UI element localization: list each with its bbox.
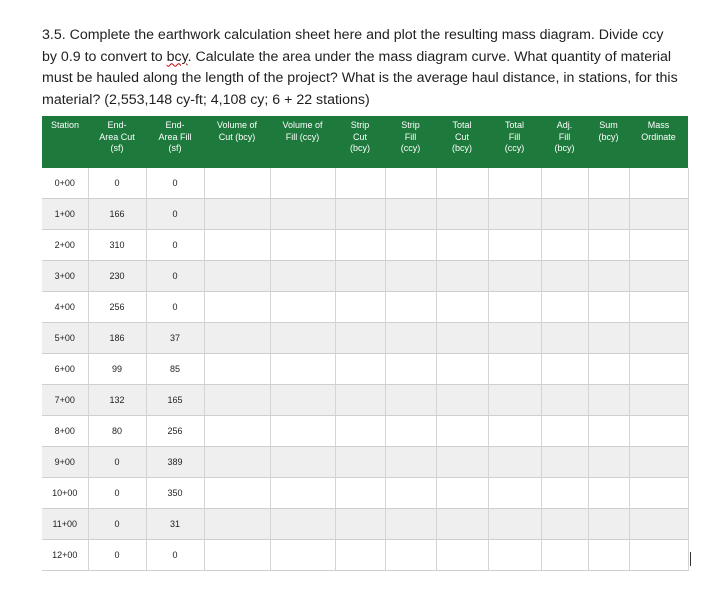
- empty-entry-cell[interactable]: [270, 199, 335, 230]
- empty-entry-cell[interactable]: [385, 261, 436, 292]
- table-row: [42, 478, 688, 509]
- station-cell: 2+00: [42, 230, 88, 261]
- station-cell: 11+00: [42, 509, 88, 540]
- empty-entry-cell[interactable]: [204, 385, 270, 416]
- empty-entry-cell[interactable]: [270, 323, 335, 354]
- header-total-fill: [488, 116, 541, 168]
- table-row: [42, 323, 688, 354]
- empty-entry-cell[interactable]: [488, 385, 541, 416]
- header-line: Cut: [454, 131, 469, 142]
- end-area-cut-cell: 186: [88, 323, 146, 354]
- empty-entry-cell[interactable]: [335, 199, 385, 230]
- empty-entry-cell[interactable]: [335, 230, 385, 261]
- end-area-fill-cell: 0: [146, 540, 204, 571]
- empty-entry-cell[interactable]: [541, 261, 588, 292]
- empty-entry-cell[interactable]: [335, 416, 385, 447]
- empty-entry-cell[interactable]: [270, 540, 335, 571]
- problem-text-part-1: 3.5. Complete the earthwork calculation sheet here and plot the resulting mass diagram. Divide ccy by 0.9 to convert to: [42, 27, 664, 65]
- station-cell: 6+00: [42, 354, 88, 385]
- empty-entry-cell[interactable]: [436, 230, 488, 261]
- station-cell: 3+00: [42, 261, 88, 292]
- station-cell: 5+00: [42, 323, 88, 354]
- empty-entry-cell[interactable]: [335, 323, 385, 354]
- empty-entry-cell[interactable]: [488, 540, 541, 571]
- end-area-fill-cell: 0: [146, 261, 204, 292]
- empty-entry-cell[interactable]: [541, 230, 588, 261]
- end-area-cut-cell: 230: [88, 261, 146, 292]
- empty-entry-cell[interactable]: [588, 323, 629, 354]
- empty-entry-cell[interactable]: [204, 416, 270, 447]
- end-area-fill-cell: 37: [146, 323, 204, 354]
- header-end-area-cut: [88, 116, 146, 168]
- header-line: End-: [165, 120, 185, 130]
- header-line: Fill (ccy): [285, 131, 320, 142]
- header-line: Fill: [558, 131, 571, 142]
- header-strip-fill: [385, 116, 436, 168]
- empty-entry-cell[interactable]: [204, 230, 270, 261]
- station-cell: 10+00: [42, 478, 88, 509]
- end-area-fill-cell: 256: [146, 416, 204, 447]
- end-area-fill-cell: 85: [146, 354, 204, 385]
- empty-entry-cell[interactable]: [335, 385, 385, 416]
- header-strip-cut: [335, 116, 385, 168]
- empty-entry-cell[interactable]: [204, 323, 270, 354]
- end-area-fill-cell: 0: [146, 292, 204, 323]
- empty-entry-cell[interactable]: [204, 199, 270, 230]
- table-row: [42, 292, 688, 323]
- header-line: Cut (bcy): [218, 131, 256, 142]
- table-row: [42, 385, 688, 416]
- problem-statement: [42, 25, 682, 111]
- header-line: Fill: [404, 131, 417, 142]
- header-line: (bcy): [598, 131, 619, 142]
- header-volume-cut: [204, 116, 270, 168]
- end-area-fill-cell: 31: [146, 509, 204, 540]
- empty-entry-cell[interactable]: [436, 540, 488, 571]
- empty-entry-cell[interactable]: [335, 540, 385, 571]
- table-row: [42, 509, 688, 540]
- header-line: Strip: [401, 120, 420, 130]
- empty-entry-cell[interactable]: [436, 323, 488, 354]
- table-row: [42, 416, 688, 447]
- empty-entry-cell[interactable]: [588, 168, 629, 199]
- empty-entry-cell[interactable]: [588, 230, 629, 261]
- header-line: (sf): [168, 143, 182, 153]
- empty-entry-cell[interactable]: [385, 168, 436, 199]
- header-mass-ordinate: [629, 116, 688, 168]
- header-line: Area Fill: [158, 131, 192, 142]
- empty-entry-cell[interactable]: [488, 478, 541, 509]
- empty-entry-cell[interactable]: [335, 292, 385, 323]
- empty-entry-cell[interactable]: [270, 292, 335, 323]
- header-line: (bcy): [350, 143, 370, 153]
- empty-entry-cell[interactable]: [270, 509, 335, 540]
- header-line: Cut: [352, 131, 367, 142]
- header-total-cut: [436, 116, 488, 168]
- station-cell: 4+00: [42, 292, 88, 323]
- empty-entry-cell[interactable]: [335, 509, 385, 540]
- empty-entry-cell[interactable]: [629, 323, 688, 354]
- empty-entry-cell[interactable]: [488, 168, 541, 199]
- empty-entry-cell[interactable]: [436, 292, 488, 323]
- earthwork-calculation-table: [42, 116, 689, 571]
- empty-entry-cell[interactable]: [385, 478, 436, 509]
- end-area-cut-cell: 0: [88, 478, 146, 509]
- header-line: Total: [452, 120, 472, 130]
- empty-entry-cell[interactable]: [436, 478, 488, 509]
- empty-entry-cell[interactable]: [385, 447, 436, 478]
- empty-entry-cell[interactable]: [629, 230, 688, 261]
- empty-entry-cell[interactable]: [436, 447, 488, 478]
- empty-entry-cell[interactable]: [541, 447, 588, 478]
- empty-entry-cell[interactable]: [385, 230, 436, 261]
- empty-entry-cell[interactable]: [629, 261, 688, 292]
- empty-entry-cell[interactable]: [335, 447, 385, 478]
- header-line: Strip: [350, 120, 370, 130]
- empty-entry-cell[interactable]: [541, 323, 588, 354]
- empty-entry-cell[interactable]: [204, 261, 270, 292]
- empty-entry-cell[interactable]: [385, 416, 436, 447]
- empty-entry-cell[interactable]: [270, 230, 335, 261]
- empty-entry-cell[interactable]: [204, 478, 270, 509]
- end-area-fill-cell: 0: [146, 199, 204, 230]
- empty-entry-cell[interactable]: [436, 385, 488, 416]
- empty-entry-cell[interactable]: [436, 416, 488, 447]
- header-line: (sf): [110, 143, 124, 153]
- empty-entry-cell[interactable]: [541, 509, 588, 540]
- empty-entry-cell[interactable]: [629, 168, 688, 199]
- header-adj-fill: [541, 116, 588, 168]
- empty-entry-cell[interactable]: [270, 447, 335, 478]
- empty-entry-cell[interactable]: [488, 230, 541, 261]
- header-line: Total: [504, 120, 524, 130]
- empty-entry-cell[interactable]: [204, 168, 270, 199]
- empty-entry-cell[interactable]: [385, 509, 436, 540]
- empty-entry-cell[interactable]: [204, 540, 270, 571]
- empty-entry-cell[interactable]: [436, 199, 488, 230]
- end-area-cut-cell: 256: [88, 292, 146, 323]
- empty-entry-cell[interactable]: [629, 354, 688, 385]
- empty-entry-cell[interactable]: [488, 261, 541, 292]
- empty-entry-cell[interactable]: [385, 540, 436, 571]
- empty-entry-cell[interactable]: [335, 478, 385, 509]
- empty-entry-cell[interactable]: [488, 416, 541, 447]
- problem-text-part-2: . Calculate the area under the mass diagram curve. What quantity of material must be hauled along the length of the project? What is the average haul distance, in stations, for this material? (2,553,148 cy-ft; 4,108 cy; 6 + 22 stations): [42, 48, 678, 108]
- end-area-cut-cell: 0: [88, 540, 146, 571]
- header-line: Adj.: [556, 120, 573, 130]
- header-volume-fill: [270, 116, 335, 168]
- empty-entry-cell[interactable]: [488, 447, 541, 478]
- station-cell: 0+00: [42, 168, 88, 199]
- empty-entry-cell[interactable]: [270, 261, 335, 292]
- table-header-row: [42, 116, 688, 168]
- empty-entry-cell[interactable]: [204, 354, 270, 385]
- header-line: End-: [107, 120, 127, 130]
- empty-entry-cell[interactable]: [629, 385, 688, 416]
- header-station: [42, 116, 88, 168]
- empty-entry-cell[interactable]: [385, 199, 436, 230]
- text-cursor: [690, 552, 691, 566]
- header-line: (ccy): [504, 143, 525, 153]
- end-area-cut-cell: 0: [88, 509, 146, 540]
- table-body: [42, 168, 688, 571]
- header-line: Volume of: [282, 120, 323, 130]
- header-line: (bcy): [452, 143, 472, 153]
- empty-entry-cell[interactable]: [629, 509, 688, 540]
- empty-entry-cell[interactable]: [629, 416, 688, 447]
- empty-entry-cell[interactable]: [436, 261, 488, 292]
- header-line: Area Cut: [99, 131, 135, 142]
- table-row: [42, 199, 688, 230]
- empty-entry-cell[interactable]: [488, 509, 541, 540]
- empty-entry-cell[interactable]: [588, 354, 629, 385]
- end-area-cut-cell: 80: [88, 416, 146, 447]
- end-area-cut-cell: 0: [88, 168, 146, 199]
- header-sum: [588, 116, 629, 168]
- station-cell: 9+00: [42, 447, 88, 478]
- empty-entry-cell[interactable]: [588, 416, 629, 447]
- empty-entry-cell[interactable]: [385, 385, 436, 416]
- empty-entry-cell[interactable]: [385, 323, 436, 354]
- station-cell: 7+00: [42, 385, 88, 416]
- table-row: [42, 261, 688, 292]
- empty-entry-cell[interactable]: [588, 261, 629, 292]
- empty-entry-cell[interactable]: [588, 385, 629, 416]
- empty-entry-cell[interactable]: [270, 478, 335, 509]
- header-line: Sum: [599, 120, 618, 130]
- end-area-fill-cell: 350: [146, 478, 204, 509]
- station-cell: 8+00: [42, 416, 88, 447]
- empty-entry-cell[interactable]: [541, 292, 588, 323]
- header-line: (ccy): [400, 143, 421, 153]
- header-line: Fill: [508, 131, 521, 142]
- empty-entry-cell[interactable]: [270, 416, 335, 447]
- empty-entry-cell[interactable]: [541, 168, 588, 199]
- end-area-cut-cell: 166: [88, 199, 146, 230]
- empty-entry-cell[interactable]: [436, 354, 488, 385]
- empty-entry-cell[interactable]: [204, 447, 270, 478]
- end-area-fill-cell: 389: [146, 447, 204, 478]
- empty-entry-cell[interactable]: [629, 540, 688, 571]
- empty-entry-cell[interactable]: [436, 509, 488, 540]
- empty-entry-cell[interactable]: [385, 354, 436, 385]
- empty-entry-cell[interactable]: [436, 168, 488, 199]
- end-area-cut-cell: 0: [88, 447, 146, 478]
- empty-entry-cell[interactable]: [541, 540, 588, 571]
- empty-entry-cell[interactable]: [588, 199, 629, 230]
- table-row: [42, 168, 688, 199]
- empty-entry-cell[interactable]: [588, 292, 629, 323]
- header-end-area-fill: [146, 116, 204, 168]
- empty-entry-cell[interactable]: [204, 509, 270, 540]
- table-row: [42, 540, 688, 571]
- end-area-cut-cell: 310: [88, 230, 146, 261]
- station-cell: 12+00: [42, 540, 88, 571]
- empty-entry-cell[interactable]: [488, 354, 541, 385]
- empty-entry-cell[interactable]: [488, 292, 541, 323]
- end-area-cut-cell: 132: [88, 385, 146, 416]
- empty-entry-cell[interactable]: [270, 354, 335, 385]
- empty-entry-cell[interactable]: [335, 261, 385, 292]
- empty-entry-cell[interactable]: [541, 385, 588, 416]
- empty-entry-cell[interactable]: [335, 168, 385, 199]
- empty-entry-cell[interactable]: [541, 354, 588, 385]
- empty-entry-cell[interactable]: [541, 416, 588, 447]
- empty-entry-cell[interactable]: [204, 292, 270, 323]
- empty-entry-cell[interactable]: [541, 478, 588, 509]
- empty-entry-cell[interactable]: [270, 385, 335, 416]
- end-area-fill-cell: 165: [146, 385, 204, 416]
- header-line: Volume of: [216, 120, 258, 130]
- empty-entry-cell[interactable]: [488, 323, 541, 354]
- spellcheck-flagged-word[interactable]: bcy: [166, 48, 188, 65]
- end-area-fill-cell: 0: [146, 230, 204, 261]
- header-line: Station: [50, 120, 80, 130]
- empty-entry-cell[interactable]: [488, 199, 541, 230]
- table-row: [42, 447, 688, 478]
- header-line: Mass: [647, 120, 670, 130]
- table-row: [42, 230, 688, 261]
- station-cell: 1+00: [42, 199, 88, 230]
- empty-entry-cell[interactable]: [335, 354, 385, 385]
- empty-entry-cell[interactable]: [588, 447, 629, 478]
- header-line: (bcy): [554, 143, 575, 153]
- end-area-fill-cell: 0: [146, 168, 204, 199]
- empty-entry-cell[interactable]: [629, 447, 688, 478]
- empty-entry-cell[interactable]: [588, 478, 629, 509]
- empty-entry-cell[interactable]: [270, 168, 335, 199]
- empty-entry-cell[interactable]: [629, 292, 688, 323]
- table-row: [42, 354, 688, 385]
- empty-entry-cell[interactable]: [629, 199, 688, 230]
- empty-entry-cell[interactable]: [629, 478, 688, 509]
- empty-entry-cell[interactable]: [588, 509, 629, 540]
- end-area-cut-cell: 99: [88, 354, 146, 385]
- header-line: Ordinate: [641, 131, 676, 142]
- empty-entry-cell[interactable]: [385, 292, 436, 323]
- empty-entry-cell[interactable]: [541, 199, 588, 230]
- empty-entry-cell[interactable]: [588, 540, 629, 571]
